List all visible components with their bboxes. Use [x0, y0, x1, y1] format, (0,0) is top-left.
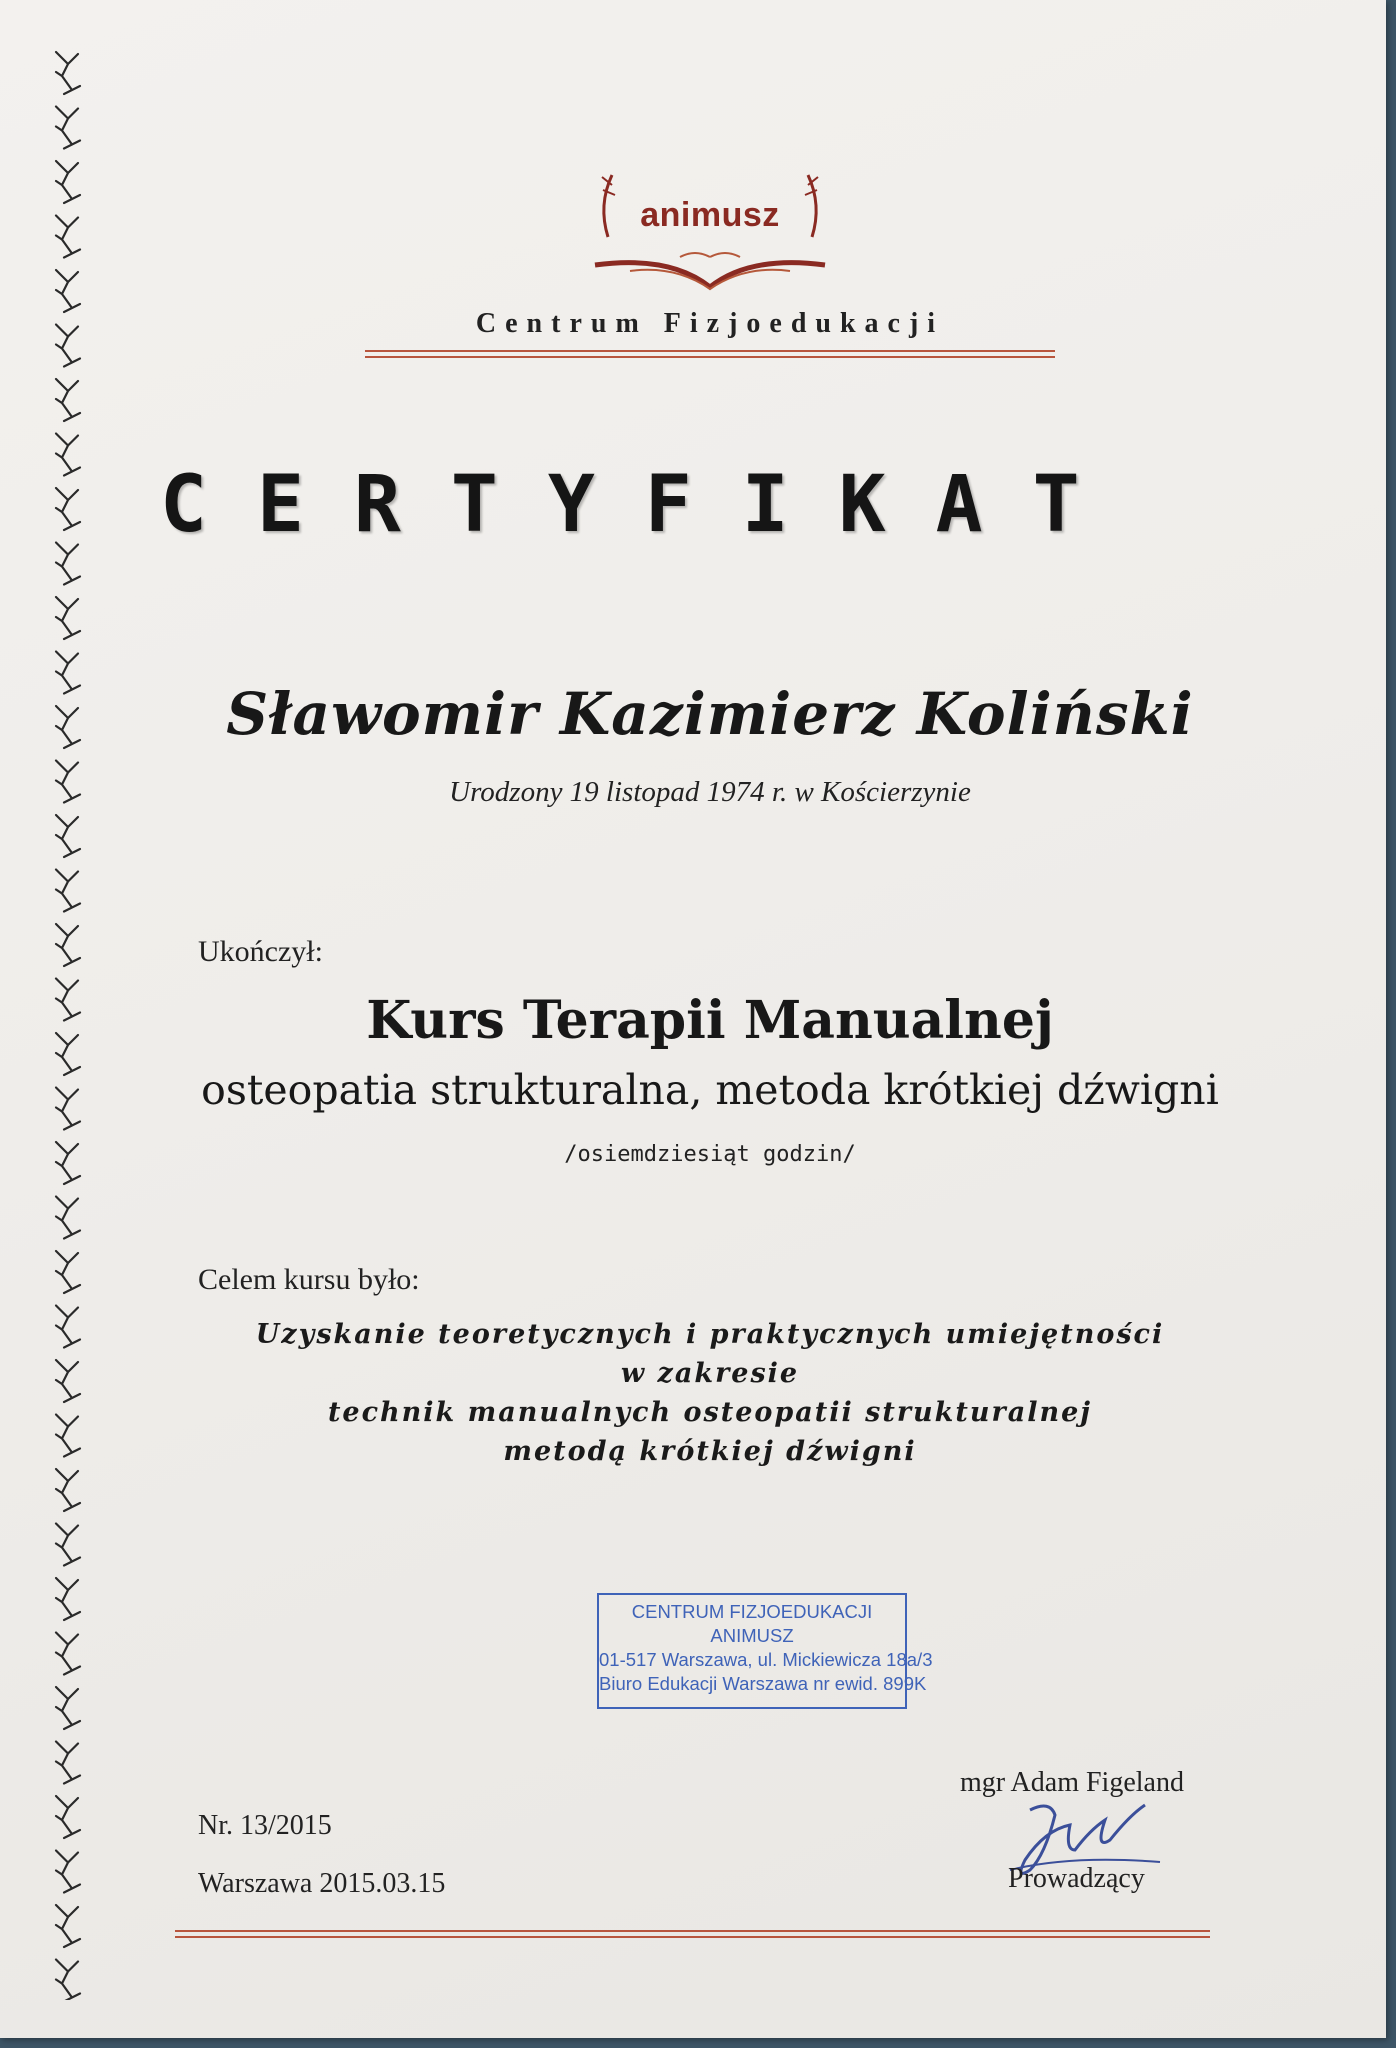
stamp-line: CENTRUM FIZJOEDUKACJI: [631, 1601, 873, 1622]
border-leaf-icon: [56, 434, 80, 476]
border-leaf-icon: [56, 706, 80, 748]
goal-label: Celem kursu było:: [198, 1263, 420, 1296]
organization-subtitle: Centrum Fizjoedukacji: [475, 308, 945, 339]
signer-role: Prowadzący: [1008, 1863, 1145, 1894]
border-leaf-icon: [56, 161, 80, 203]
goal-line: metodą krótkiej dźwigni: [503, 1436, 917, 1467]
signer-name: mgr Adam Figeland: [960, 1767, 1184, 1798]
course-title: Kurs Terapii Manualnej: [366, 990, 1054, 1051]
place-date: Warszawa 2015.03.15: [198, 1868, 446, 1899]
border-leaf-icon: [56, 924, 80, 966]
border-leaf-icon: [56, 1742, 80, 1784]
goal-line: technik manualnych osteopatii strukturalnej: [327, 1397, 1093, 1428]
border-leaf-icon: [56, 1360, 80, 1402]
stamp-line: ANIMUSZ: [710, 1625, 794, 1646]
border-leaf-icon: [56, 1524, 80, 1566]
border-leaf-icon: [56, 1306, 80, 1348]
completed-label: Ukończył:: [198, 935, 323, 968]
animusz-logo-icon: [560, 165, 860, 305]
border-leaf-icon: [56, 1578, 80, 1620]
border-leaf-icon: [56, 1197, 80, 1239]
border-leaf-icon: [56, 652, 80, 694]
border-leaf-icon: [56, 107, 80, 149]
border-leaf-icon: [56, 52, 80, 94]
course-subtitle: osteopatia strukturalna, metoda krótkiej dźwigni: [201, 1066, 1219, 1114]
border-leaf-icon: [56, 488, 80, 530]
border-leaf-icon: [56, 1469, 80, 1511]
official-stamp: [597, 1593, 933, 1709]
border-leaf-icon: [56, 1033, 80, 1075]
goal-text: [220, 1315, 1200, 1471]
border-leaf-icon: [56, 1905, 80, 1947]
border-leaf-icon: [56, 1142, 80, 1184]
stamp-line: 01-517 Warszawa, ul. Mickiewicza 18a/3: [599, 1649, 933, 1670]
goal-line: Uzyskanie teoretycznych i praktycznych umiejętności: [255, 1319, 1165, 1350]
border-leaf-icon: [56, 979, 80, 1021]
goal-line: w zakresie: [620, 1358, 800, 1389]
border-leaf-icon: [56, 1960, 80, 2001]
stamp-line: Biuro Edukacji Warszawa nr ewid. 899K: [599, 1673, 927, 1694]
certificate-number: Nr. 13/2015: [198, 1810, 332, 1841]
course-hours: /osiemdziesiąt godzin/: [564, 1142, 856, 1167]
border-leaf-icon: [56, 1796, 80, 1838]
border-leaf-icon: [56, 270, 80, 312]
logo-wordmark: animusz: [640, 196, 780, 234]
birth-line: Urodzony 19 listopad 1974 r. w Kościerzynie: [449, 776, 971, 808]
top-divider: [365, 350, 1055, 362]
border-leaf-icon: [56, 1415, 80, 1457]
border-leaf-icon: [56, 1088, 80, 1130]
certificate-title: CERTYFIKAT: [160, 460, 1130, 550]
border-leaf-icon: [56, 870, 80, 912]
border-leaf-icon: [56, 1251, 80, 1293]
border-leaf-icon: [56, 543, 80, 585]
bottom-divider: [175, 1930, 1210, 1942]
border-leaf-icon: [56, 761, 80, 803]
border-leaf-icon: [56, 325, 80, 367]
decorative-border: [44, 40, 94, 2000]
border-leaf-icon: [56, 815, 80, 857]
border-leaf-icon: [56, 1687, 80, 1729]
border-leaf-icon: [56, 379, 80, 421]
border-leaf-icon: [56, 1851, 80, 1893]
border-leaf-icon: [56, 216, 80, 258]
border-leaf-icon: [56, 597, 80, 639]
border-leaf-icon: [56, 1633, 80, 1675]
recipient-name: Sławomir Kazimierz Koliński: [226, 680, 1194, 748]
